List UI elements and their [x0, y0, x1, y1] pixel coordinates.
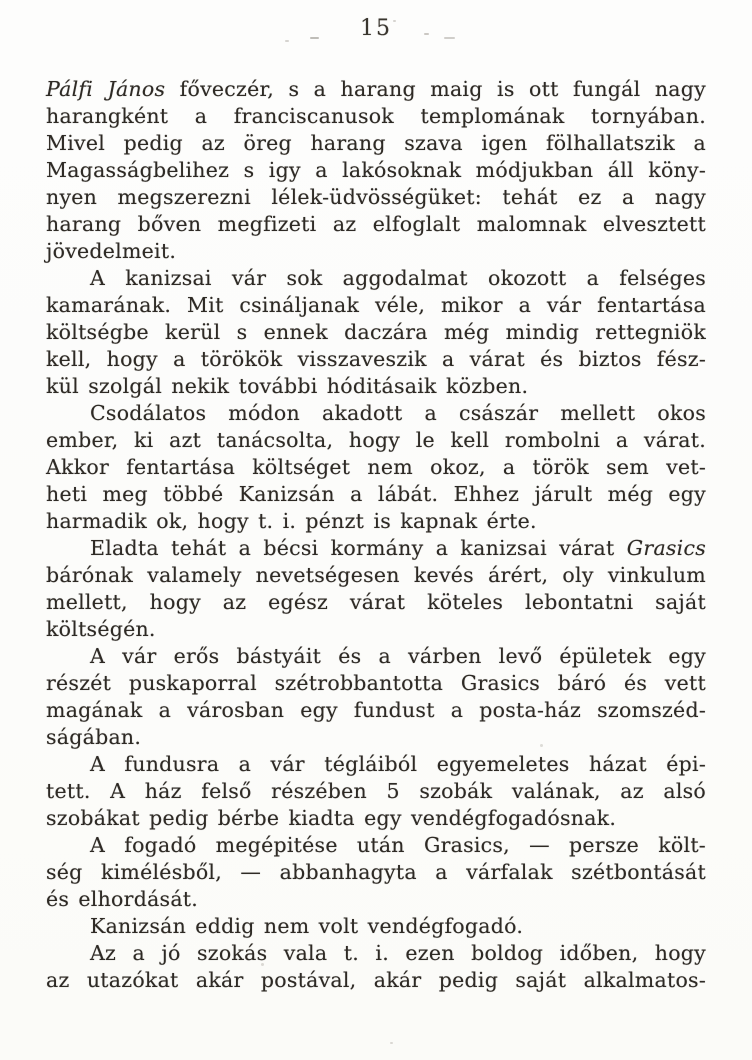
- paragraph: [46, 832, 706, 913]
- text-line: [46, 535, 706, 562]
- paragraph: [46, 76, 706, 265]
- text-segment: A vár erős bástyáit és a várben levő épületek egy: [90, 644, 706, 668]
- text-line: [46, 103, 706, 130]
- text-line: [46, 454, 706, 481]
- text-segment: nyen megszerezni lélek-üdvösségüket: tehát ez a nagy: [46, 185, 706, 209]
- italic-text: Grasics: [626, 536, 706, 560]
- scan-speck: [444, 37, 455, 39]
- italic-text: Pálfi János: [46, 77, 166, 101]
- text-segment: jövedelmeit.: [46, 239, 177, 263]
- page-header: [0, 16, 752, 41]
- paragraph: [46, 751, 706, 832]
- text-segment: harang bőven megfizeti az elfoglalt malomnak elvesztett: [46, 212, 706, 236]
- text-segment: kamarának. Mit csináljanak véle, mikor a vár fentartása: [46, 293, 706, 317]
- text-line: [46, 292, 706, 319]
- text-segment: Eladta tehát a bécsi kormány a kanizsai várat: [90, 536, 627, 560]
- text-segment: A kanizsai vár sok aggodalmat okozott a felséges: [90, 266, 706, 290]
- text-segment: és elhordását.: [46, 887, 199, 911]
- page-number: 15: [360, 16, 392, 41]
- scan-speck: [424, 33, 429, 35]
- text-line: [46, 643, 706, 670]
- text-segment: Akkor fentartása költséget nem okoz, a török sem vet-: [46, 455, 706, 479]
- text-line: [46, 859, 706, 886]
- text-segment: A fogadó megépitése után Grasics, — persze költ-: [90, 833, 706, 857]
- text-line: [46, 805, 706, 832]
- text-line: [46, 481, 706, 508]
- paragraph: [46, 643, 706, 751]
- text-line: [46, 724, 706, 751]
- text-line: [46, 76, 706, 103]
- text-segment: bárónak valamely nevetségesen kevés árért, oly vinkulum: [46, 563, 706, 587]
- text-segment: szobákat pedig bérbe kiadta egy vendégfogadósnak.: [46, 806, 617, 830]
- text-segment: magának a városban egy fundust a posta-ház szomszéd-: [46, 698, 706, 722]
- paragraph: [46, 913, 706, 940]
- paragraph: [46, 265, 706, 400]
- text-segment: tett. A ház felső részében 5 szobák valának, az alsó: [46, 779, 706, 803]
- text-line: [46, 697, 706, 724]
- text-segment: részét puskaporral szétrobbantotta Grasics báró és vett: [46, 671, 706, 695]
- text-segment: főveczér, s a harang maig is ott fungál nagy: [165, 77, 706, 101]
- text-segment: költségbe kerül s ennek daczára még mindig rettegniök: [46, 320, 706, 344]
- text-line: [46, 589, 706, 616]
- text-line: [46, 184, 706, 211]
- text-line: [46, 940, 706, 967]
- paragraph: [46, 400, 706, 535]
- text-line: [46, 913, 706, 940]
- text-segment: harangként a franciscanusok templomának tornyában.: [46, 104, 706, 128]
- text-segment: mellett, hogy az egész várat köteles lebontatni saját: [46, 590, 706, 614]
- text-segment: az utazókat akár postával, akár pedig saját alkalmatos-: [46, 968, 706, 992]
- text-segment: ember, ki azt tanácsolta, hogy le kell rombolni a várat.: [46, 428, 706, 452]
- scan-speck: [310, 37, 319, 39]
- text-line: [46, 886, 706, 913]
- text-segment: Csodálatos módon akadott a császár mellett okos: [90, 401, 706, 425]
- scan-speck: [393, 20, 396, 22]
- text-line: [46, 400, 706, 427]
- text-line: [46, 616, 706, 643]
- text-line: [46, 751, 706, 778]
- text-segment: Mivel pedig az öreg harang szava igen fölhallatszik a: [46, 131, 706, 155]
- text-column: [46, 76, 706, 994]
- text-segment: költségén.: [46, 617, 156, 641]
- scan-speck: [390, 1042, 393, 1044]
- text-line: [46, 832, 706, 859]
- paragraph: [46, 535, 706, 643]
- text-segment: Az a jó szokás vala t. i. ezen boldog időben, hogy: [90, 941, 706, 965]
- text-segment: ságában.: [46, 725, 142, 749]
- paragraph: [46, 940, 706, 994]
- text-segment: kül szolgál nekik további hóditásaik közben.: [46, 374, 529, 398]
- text-line: [46, 319, 706, 346]
- scan-speck: [285, 40, 289, 42]
- text-segment: Kanizsán eddig nem volt vendégfogadó.: [90, 914, 524, 938]
- text-line: [46, 211, 706, 238]
- text-segment: harmadik ok, hogy t. i. pénzt is kapnak érte.: [46, 509, 537, 533]
- text-line: [46, 562, 706, 589]
- text-line: [46, 157, 706, 184]
- text-line: [46, 346, 706, 373]
- text-line: [46, 238, 706, 265]
- text-line: [46, 373, 706, 400]
- text-line: [46, 778, 706, 805]
- text-line: [46, 967, 706, 994]
- text-line: [46, 670, 706, 697]
- text-line: [46, 130, 706, 157]
- text-segment: kell, hogy a törökök visszaveszik a várat és biztos fész-: [46, 347, 706, 371]
- text-segment: ség kimélésből, — abbanhagyta a várfalak szétbontását: [46, 860, 706, 884]
- text-segment: heti meg többé Kanizsán a lábát. Ehhez járult még egy: [46, 482, 706, 506]
- text-line: [46, 508, 706, 535]
- text-segment: Magasságbelihez s igy a lakósoknak módjukban áll köny-: [46, 158, 706, 182]
- text-segment: A fundusra a vár tégláiból egyemeletes házat épi-: [90, 752, 706, 776]
- text-line: [46, 427, 706, 454]
- text-line: [46, 265, 706, 292]
